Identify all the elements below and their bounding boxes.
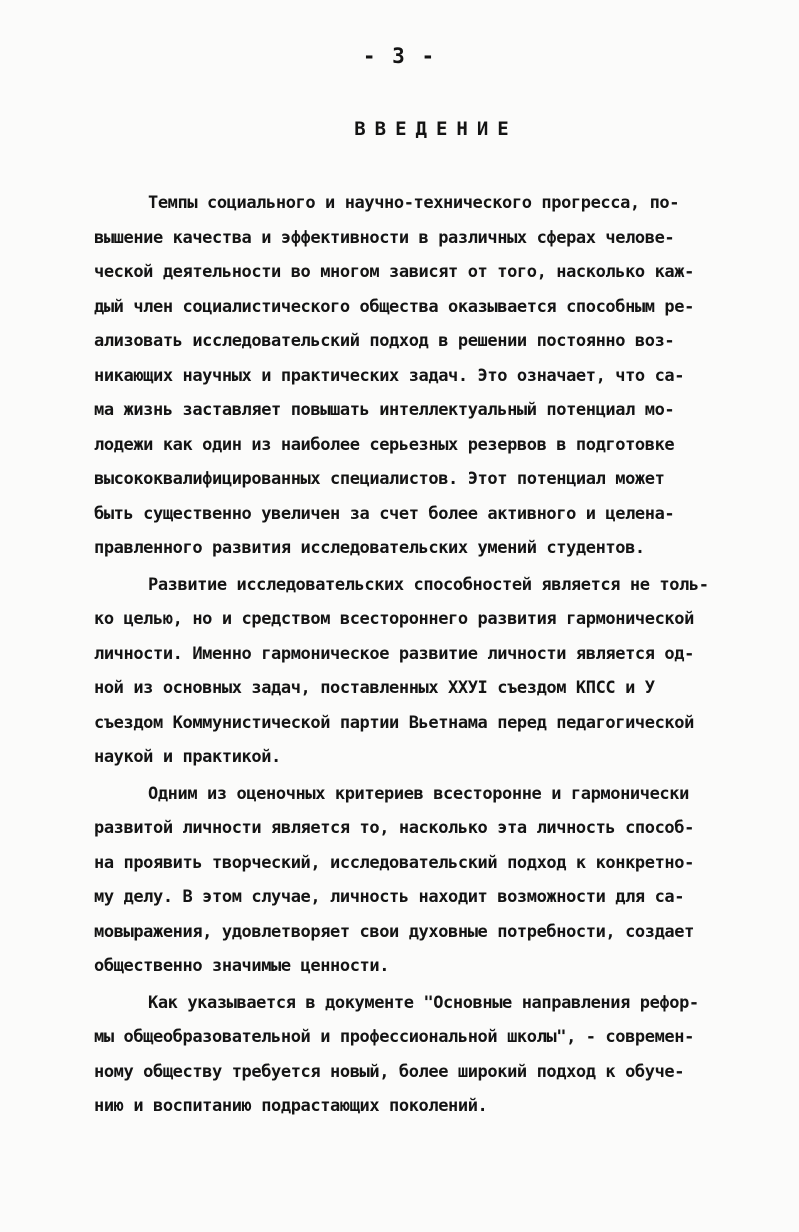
text-line: развитой личности является то, насколько эта личность способ- [94, 818, 694, 838]
text-line: ко целью, но и средством всестороннего развития гармонической [94, 609, 694, 629]
paragraph-4 [94, 986, 764, 1124]
text-line: мы общеобразовательной и профессиональной школы", - современ- [94, 1027, 694, 1047]
page-number: - 3 - [362, 44, 437, 68]
text-line: быть существенно увеличен за счет более активного и целена- [94, 503, 675, 524]
page-title: ВВЕДЕНИЕ [354, 118, 518, 140]
text-line: мовыражения, удовлетворяет свои духовные потребности, создает [94, 921, 694, 942]
paragraph-2 [94, 568, 764, 775]
text-line: ческой деятельности во многом зависят от того, насколько каж- [94, 262, 694, 282]
text-line: ализовать исследовательский подход в решении постоянно воз- [94, 331, 675, 351]
text-line: Как указывается в документе "Основные направления рефор- [148, 992, 699, 1013]
text-line: лодежи как один из наиболее серьезных резервов в подготовке [94, 434, 675, 455]
text-line: Одним из оценочных критериев всесторонне и гармонически [148, 783, 689, 804]
text-line: му делу. В этом случае, личность находит возможности для са- [94, 887, 685, 907]
document-body [94, 186, 764, 1124]
text-line: общественно значимые ценности. [94, 956, 390, 976]
text-line: наукой и практикой. [94, 747, 281, 767]
paragraph-3 [94, 777, 764, 984]
text-line: ной из основных задач, поставленных ХХУI съездом КПСС и У [94, 678, 655, 698]
text-line: личности. Именно гармоническое развитие личности является од- [94, 643, 694, 664]
text-line: высококвалифицированных специалистов. Этот потенциал может [94, 469, 665, 489]
text-line: дый член социалистического общества оказывается способным ре- [94, 296, 694, 317]
text-line: ному обществу требуется новый, более широкий подход к обуче- [94, 1061, 685, 1082]
text-line: на проявить творческий, исследовательский подход к конкретно- [94, 852, 694, 873]
text-line: съездом Коммунистической партии Вьетнама перед педагогической [94, 712, 694, 733]
text-line: правленного развития исследовательских умений студентов. [94, 538, 645, 558]
text-line: Темпы социального и научно-технического прогресса, по- [148, 193, 680, 213]
text-line: вышение качества и эффективности в различных сферах челове- [94, 227, 675, 248]
paragraph-1 [94, 186, 764, 566]
text-line: нию и воспитанию подрастающих поколений. [94, 1096, 488, 1116]
text-line: никающих научных и практических задач. Это означает, что са- [94, 365, 685, 386]
text-line: ма жизнь заставляет повышать интеллектуальный потенциал мо- [94, 400, 675, 420]
text-line: Развитие исследовательских способностей является не толь- [148, 574, 709, 595]
